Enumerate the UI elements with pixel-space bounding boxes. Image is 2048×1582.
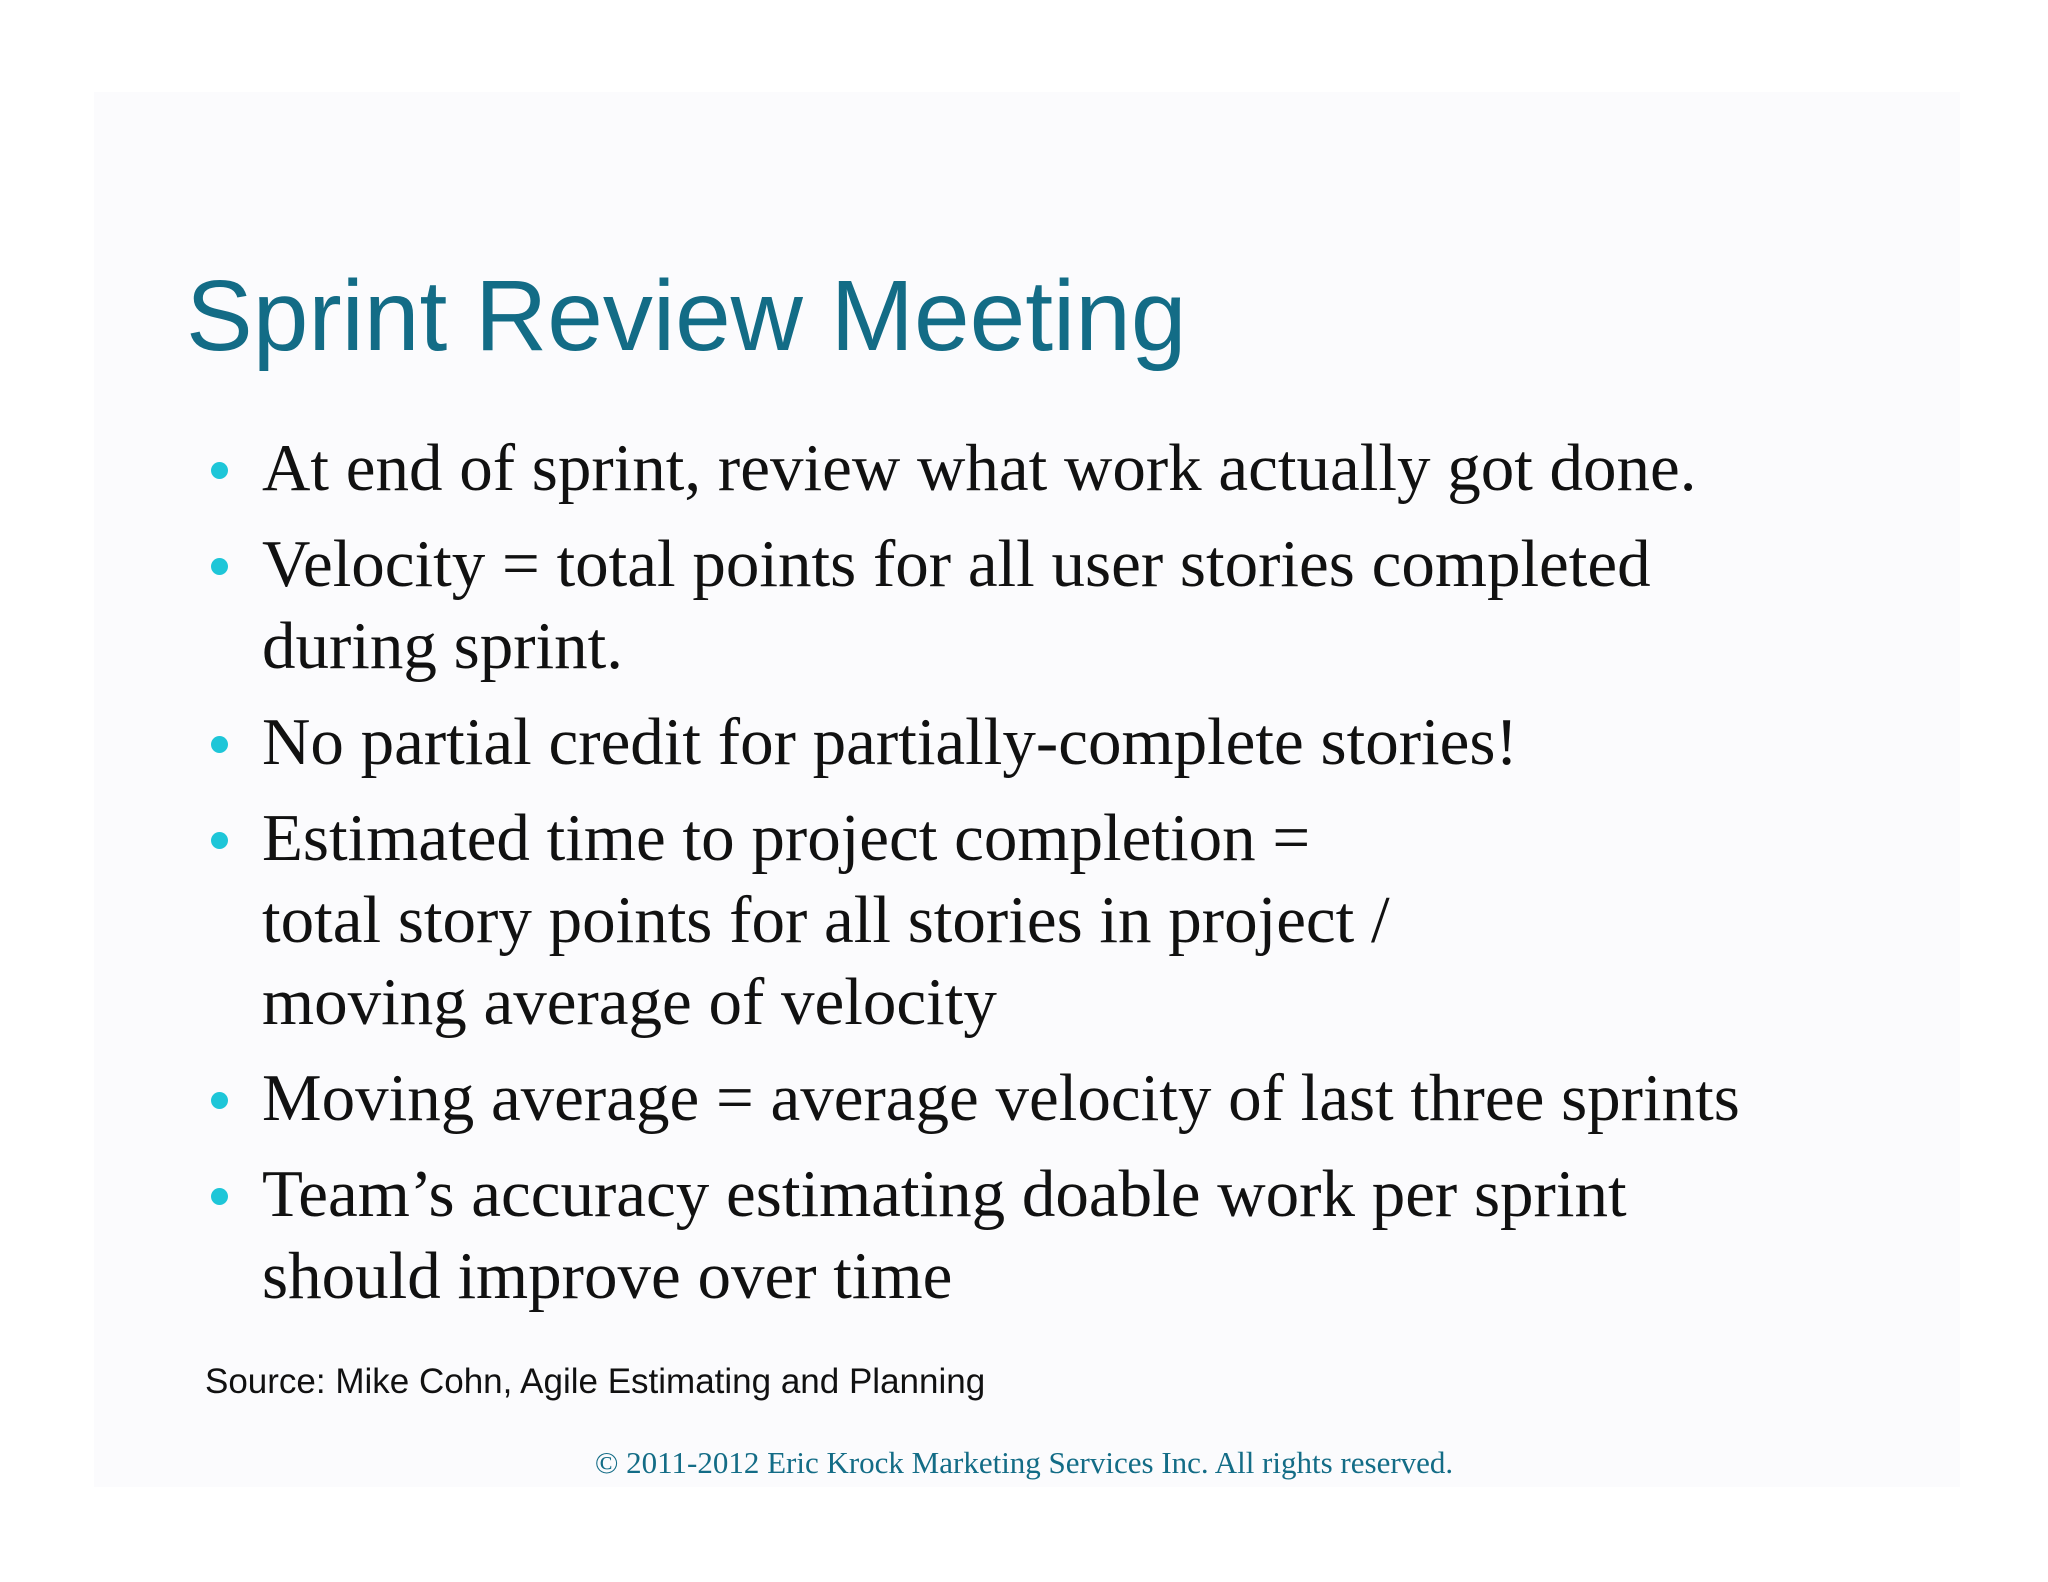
bullet-item bbox=[205, 427, 1885, 509]
bullet-text: No partial credit for partially-complete stories! bbox=[262, 705, 1518, 779]
bullet-text: At end of sprint, review what work actually got done. bbox=[262, 431, 1697, 505]
bullet-dot-icon bbox=[211, 462, 228, 479]
bullet-dot-icon bbox=[211, 832, 228, 849]
bullet-text: Team’s accuracy estimating doable work per sprint should improve over time bbox=[262, 1157, 1627, 1313]
bullet-text: Moving average = average velocity of last three sprints bbox=[262, 1061, 1740, 1135]
bullet-item bbox=[205, 797, 1885, 1043]
bullet-item bbox=[205, 523, 1885, 687]
bullet-dot-icon bbox=[211, 1188, 228, 1205]
bullet-text: Velocity = total points for all user stories completed during sprint. bbox=[262, 527, 1651, 683]
slide-title: Sprint Review Meeting bbox=[186, 260, 1187, 372]
bullet-item bbox=[205, 1057, 1885, 1139]
bullet-text: Estimated time to project completion = total story points for all stories in project / moving average of velocity bbox=[262, 801, 1390, 1039]
bullet-dot-icon bbox=[211, 558, 228, 575]
source-citation: Source: Mike Cohn, Agile Estimating and Planning bbox=[205, 1362, 986, 1401]
bullet-item bbox=[205, 701, 1885, 783]
bullet-dot-icon bbox=[211, 1092, 228, 1109]
bullet-item bbox=[205, 1153, 1885, 1317]
copyright-footer: © 2011-2012 Eric Krock Marketing Services Inc. All rights reserved. bbox=[594, 1445, 1454, 1480]
bullet-dot-icon bbox=[211, 736, 228, 753]
bullet-list bbox=[205, 427, 1885, 1331]
